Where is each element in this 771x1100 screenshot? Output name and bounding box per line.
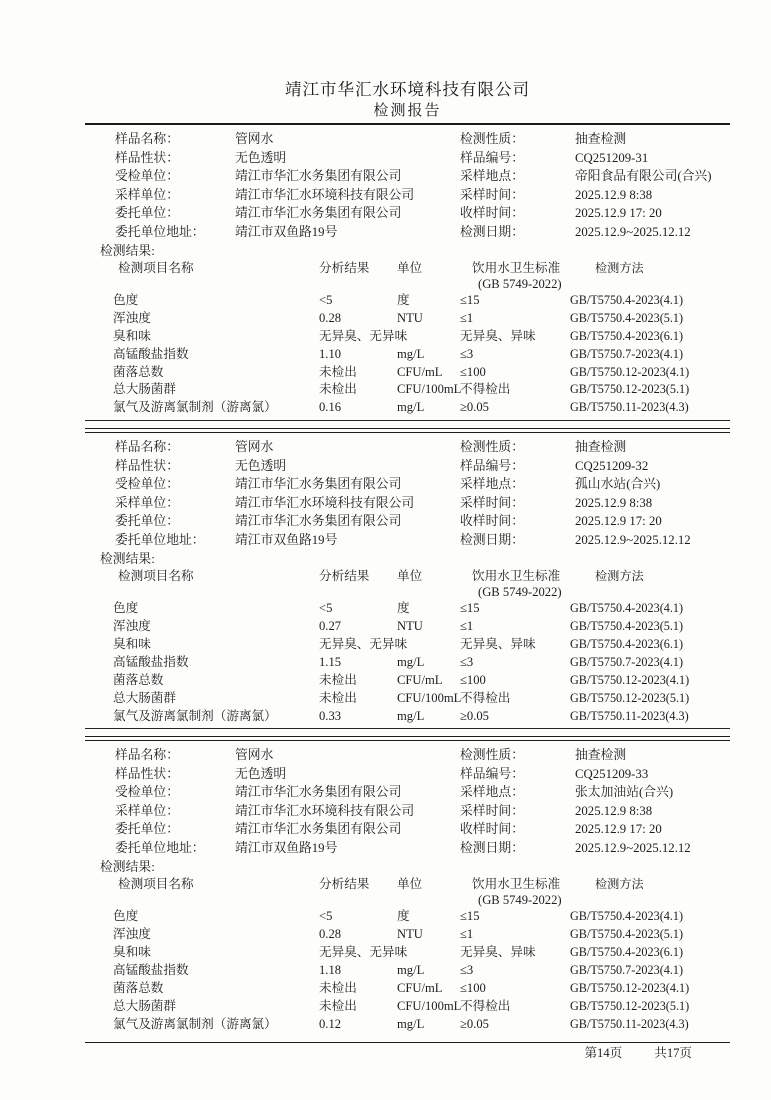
info-label-left: 采样单位： bbox=[115, 803, 179, 818]
report-sections bbox=[85, 125, 730, 1034]
result-cell: 未检出 bbox=[319, 364, 357, 379]
sample-info-row bbox=[85, 457, 730, 476]
info-value-left: 靖江市华汇水环境科技有限公司 bbox=[235, 187, 415, 202]
col-header-result: 分析结果 bbox=[319, 261, 370, 275]
page-total: 共17页 bbox=[654, 1045, 692, 1060]
result-cell: <5 bbox=[319, 909, 333, 924]
indent bbox=[85, 149, 115, 168]
item-name-cell: 总大肠菌群 bbox=[113, 998, 176, 1013]
info-label-right: 采样地点： bbox=[460, 169, 524, 183]
standard-cell: 不得检出 bbox=[460, 382, 511, 397]
col-header-item: 检测项目名称 bbox=[118, 877, 194, 892]
item-name-cell: 氯气及游离氯制剂（游离氯） bbox=[113, 1016, 277, 1031]
info-value-right: 2025.12.9 8:38 bbox=[575, 803, 653, 818]
unit-cell bbox=[397, 636, 460, 654]
item-name-cell: 氯气及游离氯制剂（游离氯） bbox=[113, 708, 277, 723]
item-name-cell: 臭和味 bbox=[113, 945, 151, 960]
info-label-right: 采样时间： bbox=[460, 495, 524, 510]
table-bottom-rule bbox=[85, 420, 730, 421]
method-cell: GB/T5750.11-2023(4.3) bbox=[570, 708, 689, 723]
info-label-left: 受检单位： bbox=[115, 785, 179, 800]
standard-cell: ≥0.05 bbox=[460, 1016, 489, 1031]
info-value-left: 靖江市华汇水环境科技有限公司 bbox=[235, 495, 415, 510]
unit-cell: mg/L bbox=[397, 654, 425, 669]
info-label-left: 委托单位地址： bbox=[115, 224, 205, 239]
sample-info-row bbox=[85, 494, 730, 513]
table-row bbox=[85, 690, 730, 708]
table-row bbox=[85, 962, 730, 980]
item-name-cell: 臭和味 bbox=[113, 328, 151, 343]
sample-info bbox=[85, 746, 730, 857]
info-value-right: 帝阳食品有限公司(合兴) bbox=[575, 169, 712, 183]
unit-cell: CFU/100mL bbox=[397, 690, 462, 705]
table-row bbox=[85, 998, 730, 1016]
results-table-header bbox=[85, 260, 730, 292]
item-name-cell: 色度 bbox=[113, 601, 139, 616]
indent bbox=[85, 438, 115, 457]
item-name-cell: 浑浊度 bbox=[113, 310, 151, 325]
table-row bbox=[85, 926, 730, 944]
info-label-right: 检测性质： bbox=[460, 748, 524, 763]
method-cell: GB/T5750.4-2023(6.1) bbox=[570, 328, 684, 343]
item-name-cell: 菌落总数 bbox=[113, 364, 164, 379]
info-value-right: 张太加油站(合兴) bbox=[575, 785, 674, 800]
table-row bbox=[85, 708, 730, 726]
sample-info-row bbox=[85, 839, 730, 858]
footer-text bbox=[85, 1043, 730, 1063]
info-value-left: 靖江市华汇水务集团有限公司 bbox=[235, 169, 402, 183]
method-cell: GB/T5750.4-2023(4.1) bbox=[570, 909, 684, 924]
info-value-right: 2025.12.9 17: 20 bbox=[575, 514, 662, 529]
unit-cell bbox=[397, 944, 460, 962]
info-value-right: 2025.12.9~2025.12.12 bbox=[575, 224, 691, 239]
col-header-method: 检测方法 bbox=[595, 261, 644, 275]
sample-info-row bbox=[85, 167, 730, 186]
indent bbox=[85, 746, 115, 765]
info-value-left: 靖江市华汇水务集团有限公司 bbox=[235, 206, 402, 220]
unit-cell: NTU bbox=[397, 619, 423, 634]
table-row bbox=[85, 364, 730, 382]
standard-subtitle: (GB 5749-2022) bbox=[478, 585, 562, 600]
item-name-cell: 浑浊度 bbox=[113, 927, 151, 942]
unit-cell: CFU/100mL bbox=[397, 382, 462, 397]
table-bottom-rule bbox=[85, 728, 730, 729]
info-value-left: 无色透明 bbox=[235, 150, 287, 165]
standard-title: 饮用水卫生标准 bbox=[472, 569, 561, 584]
company-name: 靖江市华汇水环境科技有限公司 bbox=[285, 80, 530, 99]
info-value-right: 2025.12.9 17: 20 bbox=[575, 822, 662, 837]
item-name-cell: 高锰酸盐指数 bbox=[113, 346, 189, 361]
standard-cell: ≥0.05 bbox=[460, 400, 489, 415]
method-cell: GB/T5750.12-2023(5.1) bbox=[570, 690, 690, 705]
table-row bbox=[85, 618, 730, 636]
sample-info bbox=[85, 438, 730, 549]
info-label-left: 采样单位： bbox=[115, 187, 179, 202]
report-section bbox=[85, 433, 730, 741]
info-label-left: 样品名称： bbox=[115, 132, 179, 146]
page-footer bbox=[85, 1042, 730, 1063]
result-cell: 0.16 bbox=[319, 400, 342, 415]
info-value-right: CQ251209-33 bbox=[575, 766, 649, 781]
method-cell: GB/T5750.4-2023(6.1) bbox=[570, 945, 684, 960]
indent bbox=[85, 783, 115, 802]
col-header-method: 检测方法 bbox=[595, 877, 644, 892]
sample-info-row bbox=[85, 783, 730, 802]
results-label: 检测结果: bbox=[100, 244, 155, 258]
results-table-body bbox=[85, 292, 730, 417]
info-value-left: 靖江市双鱼路19号 bbox=[235, 532, 338, 547]
indent bbox=[85, 223, 115, 242]
info-value-right: 2025.12.9~2025.12.12 bbox=[575, 532, 691, 547]
info-value-left: 靖江市华汇水环境科技有限公司 bbox=[235, 803, 415, 818]
info-label-right: 样品编号： bbox=[460, 458, 524, 473]
unit-cell: NTU bbox=[397, 927, 423, 942]
item-name-cell: 总大肠菌群 bbox=[113, 690, 176, 705]
result-cell: 无异臭、无异味 bbox=[319, 328, 408, 343]
unit-cell bbox=[397, 328, 460, 346]
method-cell: GB/T5750.12-2023(5.1) bbox=[570, 998, 690, 1013]
info-value-left: 无色透明 bbox=[235, 766, 287, 781]
results-label: 检测结果: bbox=[100, 552, 155, 567]
indent bbox=[85, 457, 115, 476]
standard-cell: ≤3 bbox=[460, 963, 474, 978]
sample-info-row bbox=[85, 223, 730, 242]
table-row bbox=[85, 346, 730, 364]
sample-info-row bbox=[85, 802, 730, 821]
standard-cell: ≤15 bbox=[460, 601, 480, 616]
info-value-left: 靖江市双鱼路19号 bbox=[235, 224, 338, 239]
item-name-cell: 高锰酸盐指数 bbox=[113, 963, 189, 978]
result-cell: 未检出 bbox=[319, 672, 357, 687]
col-header-standard bbox=[460, 876, 570, 908]
standard-cell: 不得检出 bbox=[460, 690, 511, 705]
standard-cell: ≤1 bbox=[460, 619, 474, 634]
info-label-right: 检测性质： bbox=[460, 132, 524, 146]
result-cell: 0.28 bbox=[319, 310, 342, 325]
page-number: 第14页 bbox=[584, 1045, 623, 1060]
item-name-cell: 臭和味 bbox=[113, 637, 151, 652]
info-label-left: 采样单位： bbox=[115, 495, 179, 510]
unit-cell: 度 bbox=[397, 601, 410, 616]
item-name-cell: 总大肠菌群 bbox=[113, 382, 176, 397]
item-name-cell: 氯气及游离氯制剂（游离氯） bbox=[113, 400, 277, 415]
info-label-right: 样品编号： bbox=[460, 766, 524, 781]
info-label-right: 检测日期： bbox=[460, 532, 524, 547]
item-name-cell: 菌落总数 bbox=[113, 672, 164, 687]
info-label-left: 样品性状： bbox=[115, 458, 179, 473]
item-name-cell: 高锰酸盐指数 bbox=[113, 654, 189, 669]
col-header-item: 检测项目名称 bbox=[118, 261, 194, 275]
standard-cell: ≤100 bbox=[460, 364, 486, 379]
indent bbox=[85, 204, 115, 223]
results-table-body bbox=[85, 908, 730, 1033]
indent bbox=[85, 820, 115, 839]
result-cell: 未检出 bbox=[319, 998, 357, 1013]
item-name-cell: 浑浊度 bbox=[113, 619, 151, 634]
info-label-right: 检测日期： bbox=[460, 224, 524, 239]
sample-info-row bbox=[85, 765, 730, 784]
standard-cell: ≤100 bbox=[460, 981, 486, 996]
method-cell: GB/T5750.7-2023(4.1) bbox=[570, 346, 684, 361]
info-value-left: 靖江市华汇水务集团有限公司 bbox=[235, 785, 402, 800]
indent bbox=[85, 839, 115, 858]
info-label-left: 样品名称： bbox=[115, 440, 179, 455]
result-cell: 1.15 bbox=[319, 654, 342, 669]
table-row bbox=[85, 328, 730, 346]
method-cell: GB/T5750.4-2023(4.1) bbox=[570, 293, 684, 307]
info-label-left: 委托单位： bbox=[115, 822, 179, 837]
method-cell: GB/T5750.12-2023(5.1) bbox=[570, 382, 690, 397]
result-cell: 未检出 bbox=[319, 981, 357, 996]
col-header-unit: 单位 bbox=[397, 877, 423, 892]
standard-cell: ≤1 bbox=[460, 310, 474, 325]
results-label: 检测结果: bbox=[100, 860, 155, 875]
report-title: 检测报告 bbox=[373, 103, 442, 119]
table-row bbox=[85, 381, 730, 399]
unit-cell: mg/L bbox=[397, 400, 425, 415]
info-label-right: 采样时间： bbox=[460, 803, 524, 818]
info-value-left: 无色透明 bbox=[235, 458, 287, 473]
table-row bbox=[85, 980, 730, 998]
method-cell: GB/T5750.11-2023(4.3) bbox=[570, 400, 689, 415]
unit-cell: NTU bbox=[397, 310, 423, 325]
result-cell: <5 bbox=[319, 601, 333, 616]
result-cell: 无异臭、无异味 bbox=[319, 945, 408, 960]
info-label-right: 收样时间： bbox=[460, 822, 524, 837]
report-header bbox=[85, 78, 730, 121]
table-row bbox=[85, 636, 730, 654]
method-cell: GB/T5750.12-2023(4.1) bbox=[570, 364, 690, 379]
info-value-right: 2025.12.9 17: 20 bbox=[575, 206, 662, 220]
sample-info-row bbox=[85, 130, 730, 149]
results-table-header bbox=[85, 568, 730, 600]
info-value-right: 2025.12.9~2025.12.12 bbox=[575, 840, 691, 855]
col-header-item: 检测项目名称 bbox=[118, 569, 194, 584]
info-label-left: 样品名称： bbox=[115, 748, 179, 763]
info-label-left: 委托单位： bbox=[115, 206, 179, 220]
method-cell: GB/T5750.4-2023(6.1) bbox=[570, 637, 684, 652]
method-cell: GB/T5750.4-2023(4.1) bbox=[570, 601, 684, 616]
table-row bbox=[85, 399, 730, 417]
result-cell: 未检出 bbox=[319, 382, 357, 397]
info-label-left: 样品性状： bbox=[115, 150, 179, 165]
standard-title: 饮用水卫生标准 bbox=[472, 877, 561, 892]
info-value-right: 2025.12.9 8:38 bbox=[575, 187, 653, 202]
info-value-left: 管网水 bbox=[235, 748, 274, 763]
method-cell: GB/T5750.4-2023(5.1) bbox=[570, 927, 684, 942]
info-value-right: CQ251209-31 bbox=[575, 150, 649, 165]
item-name-cell: 菌落总数 bbox=[113, 981, 164, 996]
info-value-right: 孤山水站(合兴) bbox=[575, 477, 661, 492]
info-label-right: 收样时间： bbox=[460, 514, 524, 529]
method-cell: GB/T5750.12-2023(4.1) bbox=[570, 981, 690, 996]
table-row bbox=[85, 944, 730, 962]
info-label-right: 检测性质： bbox=[460, 440, 524, 455]
standard-cell: ≤3 bbox=[460, 346, 474, 361]
unit-cell: 度 bbox=[397, 293, 410, 307]
report-section bbox=[85, 125, 730, 433]
sample-info bbox=[85, 130, 730, 241]
table-row bbox=[85, 654, 730, 672]
unit-cell: mg/L bbox=[397, 708, 425, 723]
info-value-left: 靖江市华汇水务集团有限公司 bbox=[235, 822, 402, 837]
standard-subtitle: (GB 5749-2022) bbox=[478, 893, 562, 908]
standard-cell: ≤1 bbox=[460, 927, 474, 942]
standard-cell: 不得检出 bbox=[460, 998, 511, 1013]
method-cell: GB/T5750.4-2023(5.1) bbox=[570, 310, 684, 325]
info-value-left: 靖江市双鱼路19号 bbox=[235, 840, 338, 855]
table-row bbox=[85, 310, 730, 328]
item-name-cell: 色度 bbox=[113, 293, 139, 307]
info-value-left: 靖江市华汇水务集团有限公司 bbox=[235, 514, 402, 529]
col-header-unit: 单位 bbox=[397, 261, 423, 275]
info-value-left: 管网水 bbox=[235, 440, 274, 455]
sample-info-row bbox=[85, 204, 730, 223]
info-label-right: 样品编号： bbox=[460, 150, 524, 165]
result-cell: 0.28 bbox=[319, 927, 342, 942]
table-row bbox=[85, 600, 730, 618]
results-table-header bbox=[85, 876, 730, 908]
standard-cell: ≤3 bbox=[460, 654, 474, 669]
standard-cell: ≤100 bbox=[460, 672, 486, 687]
info-label-left: 样品性状： bbox=[115, 766, 179, 781]
info-label-left: 受检单位： bbox=[115, 169, 179, 183]
info-value-right: 抽查检测 bbox=[575, 748, 627, 763]
method-cell: GB/T5750.7-2023(4.1) bbox=[570, 654, 684, 669]
result-cell: 0.27 bbox=[319, 619, 342, 634]
table-row bbox=[85, 292, 730, 310]
sample-info-row bbox=[85, 475, 730, 494]
sample-info-row bbox=[85, 531, 730, 550]
unit-cell: mg/L bbox=[397, 963, 425, 978]
result-cell: 0.12 bbox=[319, 1016, 342, 1031]
table-row bbox=[85, 672, 730, 690]
indent bbox=[85, 186, 115, 205]
info-label-right: 采样地点： bbox=[460, 477, 524, 492]
indent bbox=[85, 512, 115, 531]
method-cell: GB/T5750.12-2023(4.1) bbox=[570, 672, 690, 687]
standard-subtitle: (GB 5749-2022) bbox=[478, 277, 562, 291]
standard-cell: 无异臭、异味 bbox=[460, 328, 536, 343]
sample-info-row bbox=[85, 746, 730, 765]
result-cell: 1.10 bbox=[319, 346, 342, 361]
col-header-result: 分析结果 bbox=[319, 877, 370, 892]
unit-cell: CFU/100mL bbox=[397, 998, 462, 1013]
table-row bbox=[85, 1016, 730, 1034]
result-cell: 无异臭、无异味 bbox=[319, 637, 408, 652]
table-row bbox=[85, 908, 730, 926]
result-cell: <5 bbox=[319, 293, 333, 307]
unit-cell: CFU/mL bbox=[397, 981, 443, 996]
info-value-right: CQ251209-32 bbox=[575, 458, 649, 473]
method-cell: GB/T5750.11-2023(4.3) bbox=[570, 1016, 689, 1031]
sample-info-row bbox=[85, 512, 730, 531]
sample-info-row bbox=[85, 438, 730, 457]
unit-cell: mg/L bbox=[397, 346, 425, 361]
indent bbox=[85, 475, 115, 494]
results-table-body bbox=[85, 600, 730, 725]
method-cell: GB/T5750.4-2023(5.1) bbox=[570, 619, 684, 634]
method-cell: GB/T5750.7-2023(4.1) bbox=[570, 963, 684, 978]
indent bbox=[85, 765, 115, 784]
item-name-cell: 色度 bbox=[113, 909, 139, 924]
standard-cell: ≤15 bbox=[460, 293, 480, 307]
standard-title: 饮用水卫生标准 bbox=[472, 261, 561, 275]
indent bbox=[85, 494, 115, 513]
unit-cell: mg/L bbox=[397, 1016, 425, 1031]
info-label-left: 委托单位地址： bbox=[115, 840, 205, 855]
standard-cell: ≤15 bbox=[460, 909, 480, 924]
col-header-standard bbox=[460, 260, 570, 292]
info-value-right: 2025.12.9 8:38 bbox=[575, 495, 653, 510]
result-cell: 未检出 bbox=[319, 690, 357, 705]
indent bbox=[85, 531, 115, 550]
info-label-right: 检测日期： bbox=[460, 840, 524, 855]
unit-cell: 度 bbox=[397, 909, 410, 924]
info-label-right: 采样地点： bbox=[460, 785, 524, 800]
info-label-left: 受检单位： bbox=[115, 477, 179, 492]
info-value-right: 抽查检测 bbox=[575, 132, 627, 146]
result-cell: 1.18 bbox=[319, 963, 342, 978]
result-cell: 0.33 bbox=[319, 708, 342, 723]
indent bbox=[85, 802, 115, 821]
info-label-left: 委托单位地址： bbox=[115, 532, 205, 547]
sample-info-row bbox=[85, 820, 730, 839]
col-header-method: 检测方法 bbox=[595, 569, 644, 584]
report-section bbox=[85, 741, 730, 1033]
col-header-standard bbox=[460, 568, 570, 600]
info-value-left: 靖江市华汇水务集团有限公司 bbox=[235, 477, 402, 492]
indent bbox=[85, 130, 115, 149]
indent bbox=[85, 167, 115, 186]
info-label-left: 委托单位： bbox=[115, 514, 179, 529]
sample-info-row bbox=[85, 186, 730, 205]
unit-cell: CFU/mL bbox=[397, 364, 443, 379]
info-label-right: 采样时间： bbox=[460, 187, 524, 202]
info-value-right: 抽查检测 bbox=[575, 440, 627, 455]
info-value-left: 管网水 bbox=[235, 132, 274, 146]
sample-info-row bbox=[85, 149, 730, 168]
standard-cell: ≥0.05 bbox=[460, 708, 489, 723]
col-header-result: 分析结果 bbox=[319, 569, 370, 584]
col-header-unit: 单位 bbox=[397, 569, 423, 584]
standard-cell: 无异臭、异味 bbox=[460, 945, 536, 960]
unit-cell: CFU/mL bbox=[397, 672, 443, 687]
info-label-right: 收样时间： bbox=[460, 206, 524, 220]
standard-cell: 无异臭、异味 bbox=[460, 637, 536, 652]
